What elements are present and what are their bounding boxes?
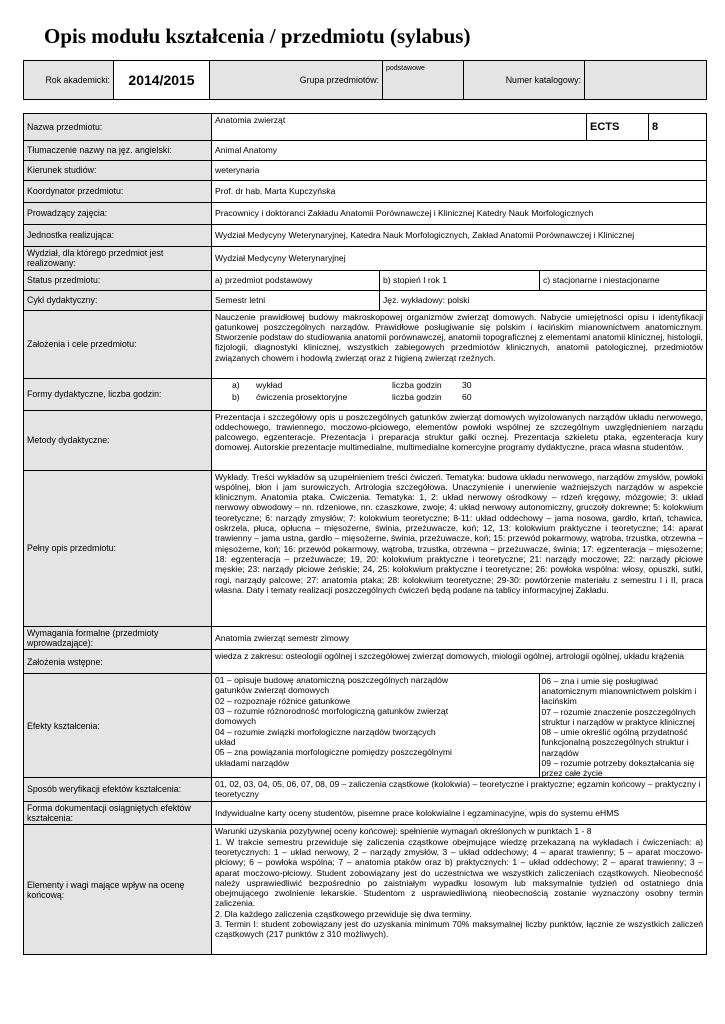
instructors-label: Prowadzący zajęcia: bbox=[24, 203, 212, 225]
coordinator-label: Koordynator przedmiotu: bbox=[24, 181, 212, 203]
grading-value bbox=[212, 825, 707, 955]
form-hours: 30 bbox=[462, 379, 472, 390]
header-table bbox=[23, 60, 707, 100]
status-c: c) stacjonarne i niestacjonarne bbox=[540, 270, 707, 290]
form-hours: 60 bbox=[462, 391, 472, 402]
grading-paragraph: 2. Dla każdego zaliczenia cząstkowego przewiduje się dwa terminy. bbox=[215, 908, 472, 919]
subject-group-label: Grupa przedmiotów: bbox=[210, 61, 383, 100]
academic-year-label: Rok akademicki: bbox=[24, 61, 114, 100]
methods-label: Metody dydaktyczne: bbox=[24, 410, 212, 470]
subject-name-value: Anatomia zwierząt bbox=[212, 114, 587, 141]
documentation-label: Forma dokumentacji osiągniętych efektów kształcenia: bbox=[24, 801, 212, 825]
grading-label: Elementy i wagi mające wpływ na ocenę końcową: bbox=[24, 825, 212, 955]
ects-label: ECTS bbox=[587, 114, 649, 141]
objectives-label: Założenia i cele przedmiotu: bbox=[24, 310, 212, 378]
outcomes-right-list bbox=[542, 676, 703, 779]
methods-value: Prezentacja i szczegółowy opis u poszczególnych gatunków zwierząt domowych wyizolowanych narządów układu nerwowego, oddechowego, trawiennego, moczowo-płciowego, elementów powłoki wspólnej ze szczególnym uwzględnieniem narządu palcowego, egzenteracje. Prezentacja i preparacja struktur gałki ocznej. Prezentacja szkieletu ptaka, egzenteracja kury domowej. Autorskie prezentacje multimedialne, multimedialne komercyjne programy dydaktyczne, praca własna studentów. bbox=[212, 410, 707, 470]
learning-outcomes-left bbox=[212, 674, 540, 778]
faculty-value: Wydział Medycyny Weterynaryjnej bbox=[212, 247, 707, 271]
verification-label: Sposób weryfikacji efektów kształcenia: bbox=[24, 778, 212, 802]
grading-paragraph: 3. Termin I: student zobowiązany jest do uzyskania minimum 70% maksymalnej liczby punktów, łącznie ze wszystkich zaliczeń cząstkowych (217 punktów z 310 możliwych). bbox=[215, 919, 704, 940]
cycle-label: Cykl dydaktyczny: bbox=[24, 290, 212, 310]
faculty-label: Wydział, dla którego przedmiot jest realizowany: bbox=[24, 247, 212, 271]
form-hours-label: liczba godzin bbox=[392, 379, 442, 390]
unit-label: Jednostka realizująca: bbox=[24, 225, 212, 247]
outcome-item: 03 – rozumie różnorodność morfologiczną gatunków zwierząt domowych bbox=[215, 706, 449, 727]
documentation-value: Indywidualne karty oceny studentów, pisemne prace kolokwialne i egzaminacyjne, wpis do systemu eHMS bbox=[212, 801, 707, 825]
outcome-item: 08 – umie określić ogólną przydatność funkcjonalną poszczególnych struktur i narządów bbox=[541, 727, 689, 758]
full-description-label: Pełny opis przedmiotu: bbox=[24, 470, 212, 626]
catalog-number-value bbox=[585, 61, 707, 100]
status-b: b) stopień I rok 1 bbox=[380, 270, 540, 290]
objectives-value: Nauczenie prawidłowej budowy makroskopowej organizmów zwierząt domowych. Nabycie umiejętności opisu i identyfikacji gatunkowej poszczególnych narządów. Prawidłowe posługiwanie się polskim i łacińskim mianownictwem anatomicznym. Stworzenie podstaw do studiowania anatomii porównawczej, anatomii topograficznej z elementami anatomii klinicznej, histologii, fizjologii, diagnostyki klinicznej, wszystkich zabiegowych przedmiotów klinicznych, anatomii patologicznej, przedmiotów związanych chowem i hodowlą zwierząt oraz z higieną zwierząt rzeźnych. bbox=[212, 310, 707, 378]
outcome-item: 04 – rozumie związki morfologiczne narządów tworzących układ bbox=[215, 726, 436, 747]
status-label: Status przedmiotu: bbox=[24, 270, 212, 290]
field-of-study-value: weterynaria bbox=[212, 161, 707, 181]
outcome-item: 01 – opisuje budowę anatomiczną poszczególnych narządów gatunków zwierząt domowych bbox=[215, 675, 449, 696]
academic-year-value: 2014/2015 bbox=[114, 61, 210, 100]
learning-outcomes-label: Efekty kształcenia: bbox=[24, 674, 212, 778]
form-item bbox=[212, 391, 476, 403]
form-letter: a) bbox=[232, 379, 240, 390]
forms-cell bbox=[212, 378, 707, 410]
outcome-item: 02 – rozpoznaje różnice gatunkowe bbox=[215, 695, 351, 706]
form-item bbox=[212, 379, 476, 391]
translation-value: Animal Anatomy bbox=[212, 141, 707, 161]
syllabus-table bbox=[23, 113, 707, 955]
forms-list bbox=[212, 379, 476, 404]
grading-paragraph: 1. W trakcie semestru przewiduje się zaliczenia cząstkowe obejmujące wiedzę przekazaną na wykładach i ćwiczeniach: a) teoretycznych: 1 – układ nerwowy, 2 – narządy zmysłów, 3 – układ oddechowy; 4 – aparat trawienny; 5 – aparat moczowo-płciowy; 6 – powłoka wspólna; 7 – anatomia ptaków oraz b) praktycznych: 1 – układ oddechowy; 2 – aparat trawienny; 3 – aparat moczowo-płciowy. Student zobowiązany jest do uczestnictwa we wszystkich zaliczeniach cząstkowych. Nieobecność należy usprawiedliwić bezpośrednio po zaistniałym wypadku losowym lub maksymalnie tydzień od ostatniego dnia obejmującego zwolnienie lekarskie. Studentom z usprawiedliwioną nieobecnością zostanie wyznaczony osobny termin zaliczenia. bbox=[215, 836, 704, 909]
subject-name-label: Nazwa przedmiotu: bbox=[24, 114, 212, 141]
subject-group-value: podstawowe bbox=[383, 61, 464, 100]
outcome-item: 05 – zna powiązania morfologiczne pomiędzy poszczególnymi układami narządów bbox=[215, 747, 452, 768]
status-a: a) przedmiot podstawowy bbox=[212, 270, 380, 290]
form-hours-label: liczba godzin bbox=[392, 391, 442, 402]
cycle-value: Semestr letni bbox=[212, 290, 380, 310]
page-title: Opis modułu kształcenia / przedmiotu (sylabus) bbox=[44, 24, 471, 48]
coordinator-value: Prof. dr hab. Marta Kupczyńska bbox=[212, 181, 707, 203]
outcome-item: 09 – rozumie potrzeby dokształcania się przez całe życie bbox=[541, 758, 695, 779]
translation-label: Tłumaczenie nazwy na jęz. angielski: bbox=[24, 141, 212, 161]
forms-label: Formy dydaktyczne, liczba godzin: bbox=[24, 378, 212, 410]
requirements-value: Anatomia zwierząt semestr zimowy bbox=[212, 626, 707, 650]
outcome-item: 07 – rozumie znaczenie poszczególnych struktur i narządów w praktyce klinicznej bbox=[541, 706, 696, 727]
form-name: ćwiczenia prosektoryjne bbox=[256, 391, 348, 402]
outcome-item: 06 – zna i umie się posługiwać anatomicznym mianownictwem polskim i łacińskim bbox=[541, 675, 697, 707]
field-of-study-label: Kierunek studiów: bbox=[24, 161, 212, 181]
language-value: Jęz. wykładowy: polski bbox=[380, 290, 707, 310]
ects-value: 8 bbox=[649, 114, 707, 141]
grading-paragraph: Warunki uzyskania pozytywnej oceny końcowej: spełnienie wymagań określonych w punktach 1 - 8 bbox=[215, 826, 592, 837]
form-letter: b) bbox=[232, 391, 240, 402]
instructors-value: Pracownicy i doktoranci Zakładu Anatomii Porównawczej i Klinicznej Katedry Nauk Morfologicznych bbox=[212, 203, 707, 225]
full-description-value: Wykłady. Treści wykładów są uzupełnieniem treści ćwiczeń. Tematyka: budowa układu nerwowego, narządów zmysłów, powłoki wspólnej, błon i jam surowiczych. Artrologia szczegółowa. Unaczynienie i unerwienie ważniejszych narządów w aspekcie klinicznym. Anatomia ptaka. Ćwiczenia. Tematyka: 1, 2: układ nerwowy ośrodkowy – rdzeń kręgowy, mózgowie; 3: układ nerwowy obwodowy – nn. rdzeniowe, nn. czaszkowe, zwoje; 4: układ nerwowy autonomiczny, gruczoły dokrewne; 5: kolokwium teoretyczne; 6: narządy zmysłów; 7: kolokwium teoretyczne; 8-11: układ oddechowy – jama nosowa, gardło, krtań, tchawica, oskrzela, płuca, opłucna – mięsożerne, świnia, przeżuwacze, koń; 12, 13: kolokwium praktyczne i teoretyczne; 14: aparat trawienny – jama ustna, gardło – mięsożerne, świnia, przeżuwacze, koń; 15: przewód pokarmowy, wątroba, trzustka, otrzewna – mięsożerne, koń; 16: przewód pokarmowy, wątroba, trzustka, otrzewna – przeżuwacze, świnia; 17: egzenteracja – mięsożerne; 18: egzenteracja – przeżuwacze; 19, 20: kolokwium praktyczne i teoretyczne; 21: narządy moczowe; 22: narządy płciowe męskie; 23: narządy płciowe żeńskie; 24, 25: kolokwium praktyczne i teoretyczne; 26: powłoka wspólna: włosy, opuszki, sutki, rogi, narządy palcowe; 27: anatomia ptaka; 28: kolokwium teoretyczne; 29-30: powtórzenie materiału z semestru I i II, praca własna. Daty i tematy realizacji poszczególnych ćwiczeń będą podane na tablicy informacyjnej Zakładu. bbox=[212, 470, 707, 626]
requirements-label: Wymagania formalne (przedmioty wprowadzające): bbox=[24, 626, 212, 650]
verification-value: 01, 02, 03, 04, 05, 06, 07, 08, 09 – zaliczenia cząstkowe (kolokwia) – teoretyczne i praktyczne; egzamin końcowy – praktyczny i teoretyczny bbox=[212, 778, 707, 802]
catalog-number-label: Numer katalogowy: bbox=[464, 61, 585, 100]
unit-value: Wydział Medycyny Weterynaryjnej, Katedra Nauk Morfologicznych, Zakład Anatomii Porównawczej i Klinicznej bbox=[212, 225, 707, 247]
prerequisites-label: Założenia wstępne: bbox=[24, 650, 212, 674]
form-name: wykład bbox=[256, 379, 283, 390]
prerequisites-value: wiedza z zakresu: osteologii ogólnej i szczegółowej zwierząt domowych, miologii ogólnej, artrologii ogólnej, układu krążenia bbox=[212, 650, 707, 674]
